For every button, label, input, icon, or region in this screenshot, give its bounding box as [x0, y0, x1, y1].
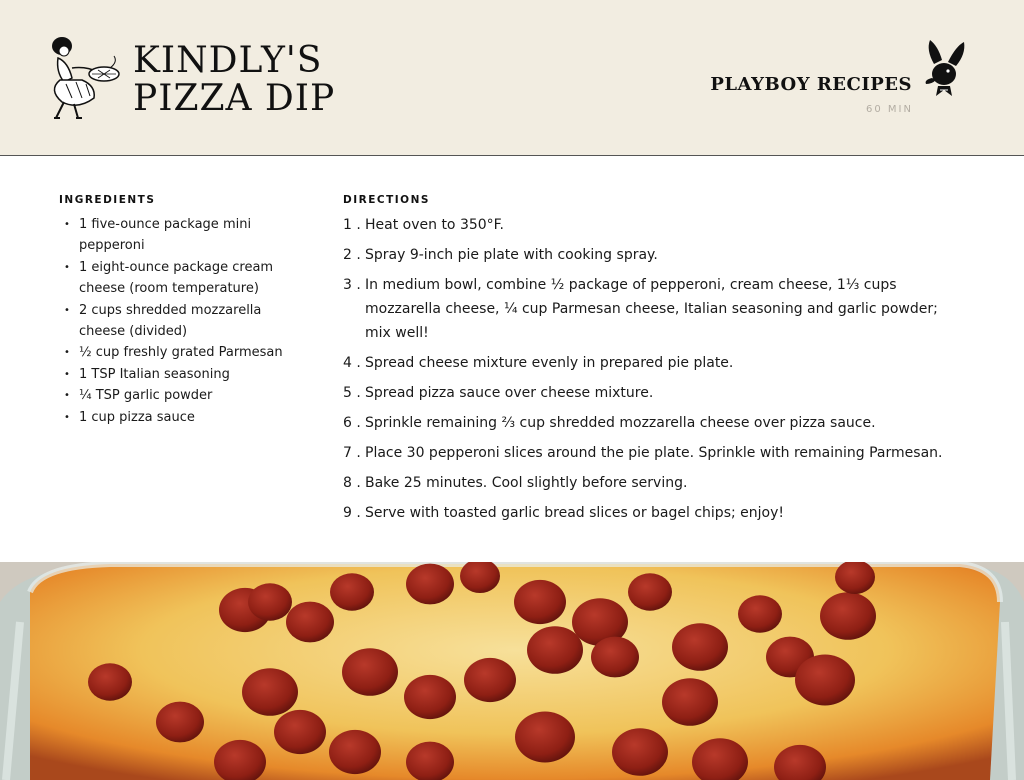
- directions-heading: DIRECTIONS: [343, 194, 430, 206]
- ingredient-item: • 1 five-ounce package mini pepperoni: [64, 214, 284, 257]
- pepperoni-slice: [515, 712, 575, 763]
- pepperoni-slice: [612, 728, 668, 776]
- pepperoni-slice: [672, 623, 728, 671]
- step-number: 8 .: [343, 475, 361, 491]
- step-number: 7 .: [343, 445, 361, 461]
- step-text: Serve with toasted garlic bread slices or bagel chips; enjoy!: [365, 505, 784, 521]
- pepperoni-slice: [286, 602, 334, 643]
- pin-up-illustration-icon: [38, 32, 122, 122]
- pepperoni-slice: [591, 637, 639, 678]
- direction-step: [343, 501, 963, 525]
- direction-step: [343, 381, 963, 405]
- recipe-title: [133, 42, 335, 118]
- direction-step: [343, 213, 963, 237]
- direction-step: [343, 273, 963, 345]
- pepperoni-slice: [662, 678, 718, 726]
- directions-list: [343, 213, 963, 531]
- step-text: In medium bowl, combine ½ package of pepperoni, cream cheese, 1⅓ cups mozzarella cheese, ¼ cup Parmesan cheese, Italian seasoning and garlic powder; mix well!: [365, 277, 938, 341]
- ingredients-heading: INGREDIENTS: [59, 194, 156, 206]
- brand-name: PLAYBOY RECIPES: [710, 74, 912, 95]
- step-text: Bake 25 minutes. Cool slightly before serving.: [365, 475, 688, 491]
- step-text: Sprinkle remaining ⅔ cup shredded mozzarella cheese over pizza sauce.: [365, 415, 876, 431]
- ingredient-item: • ½ cup freshly grated Parmesan: [64, 342, 284, 363]
- step-number: 4 .: [343, 355, 361, 371]
- pepperoni-slice: [248, 583, 292, 620]
- step-number: 9 .: [343, 505, 361, 521]
- step-text: Spread pizza sauce over cheese mixture.: [365, 385, 654, 401]
- pepperoni-slice: [274, 710, 326, 754]
- pepperoni-slice: [820, 592, 876, 640]
- ingredient-item: • 2 cups shredded mozzarella cheese (divided): [64, 300, 284, 343]
- step-number: 2 .: [343, 247, 361, 263]
- pepperoni-slice: [738, 595, 782, 632]
- step-number: 1 .: [343, 217, 361, 233]
- pepperoni-slice: [527, 626, 583, 674]
- cook-time: 60 MIN: [866, 104, 913, 115]
- ingredient-item: • 1 eight-ounce package cream cheese (room temperature): [64, 257, 284, 300]
- step-text: Place 30 pepperoni slices around the pie plate. Sprinkle with remaining Parmesan.: [365, 445, 943, 461]
- rabbit-head-logo-icon: [922, 38, 968, 98]
- direction-step: [343, 441, 963, 465]
- ingredient-item: • 1 cup pizza sauce: [64, 407, 284, 428]
- pepperoni-slice: [795, 655, 855, 706]
- ingredient-item: • 1 TSP Italian seasoning: [64, 364, 284, 385]
- step-text: Heat oven to 350°F.: [365, 217, 504, 233]
- pepperoni-slice: [342, 648, 398, 696]
- pepperoni-slice: [329, 730, 381, 774]
- pepperoni-slice: [514, 580, 566, 624]
- step-text: Spread cheese mixture evenly in prepared pie plate.: [365, 355, 734, 371]
- pizza-dip-photo: [0, 562, 1024, 780]
- step-number: 5 .: [343, 385, 361, 401]
- pepperoni-slice: [406, 564, 454, 605]
- ingredient-item: • ¼ TSP garlic powder: [64, 385, 284, 406]
- direction-step: [343, 411, 963, 435]
- ingredients-list: [64, 214, 284, 428]
- pepperoni-slice: [628, 573, 672, 610]
- pepperoni-slice: [156, 702, 204, 743]
- direction-step: [343, 351, 963, 375]
- step-number: 6 .: [343, 415, 361, 431]
- pepperoni-slice: [330, 573, 374, 610]
- pepperoni-slice: [404, 675, 456, 719]
- step-number: 3 .: [343, 277, 361, 293]
- title-line-1: KINDLY'S: [133, 40, 323, 81]
- pizza-dip-image: [0, 562, 1024, 780]
- direction-step: [343, 471, 963, 495]
- title-line-2: PIZZA DIP: [133, 78, 336, 119]
- recipe-header: [0, 0, 1024, 156]
- pepperoni-slice: [242, 668, 298, 716]
- pepperoni-slice: [88, 663, 132, 700]
- direction-step: [343, 243, 963, 267]
- pepperoni-slice: [464, 658, 516, 702]
- step-text: Spray 9-inch pie plate with cooking spray.: [365, 247, 658, 263]
